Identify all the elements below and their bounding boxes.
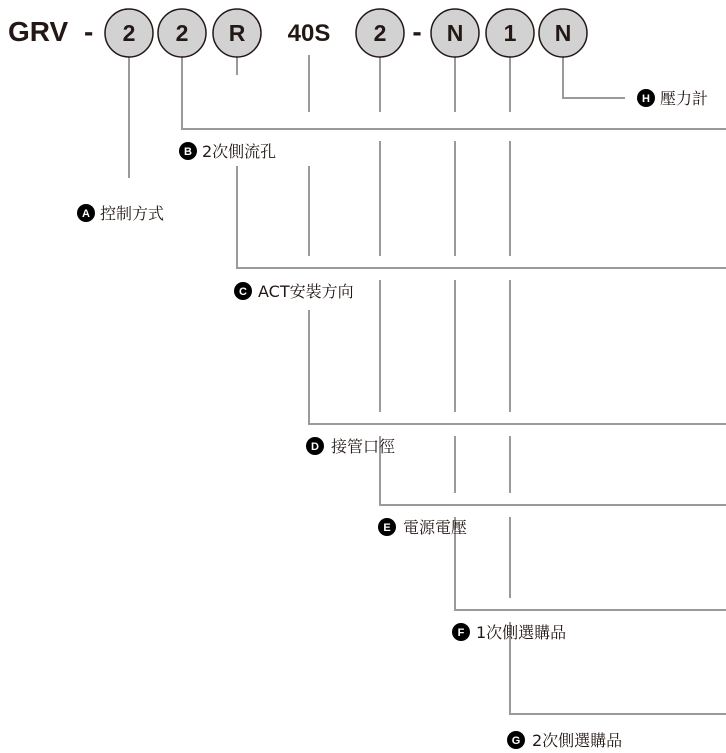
marker-letter: H bbox=[642, 93, 650, 105]
legend-label-d bbox=[306, 437, 395, 456]
code-segment-size: 40S bbox=[287, 20, 331, 47]
connector-e-bottom bbox=[380, 436, 726, 505]
legend-label-g bbox=[507, 731, 622, 750]
legend-text: 壓力計 bbox=[660, 89, 709, 108]
connector-h bbox=[563, 55, 625, 98]
legend-text: 電源電壓 bbox=[403, 518, 468, 537]
code-segment: 2 bbox=[373, 20, 387, 46]
model-dash: - bbox=[84, 16, 94, 47]
legend-label-f bbox=[452, 623, 566, 642]
marker-letter: C bbox=[239, 286, 247, 298]
legend-text: 1次側選購品 bbox=[476, 623, 567, 642]
code-bubble-a bbox=[105, 9, 153, 57]
legend-text: ACT安裝方向 bbox=[258, 282, 354, 301]
model-code bbox=[8, 9, 587, 57]
legend-label-b bbox=[179, 142, 276, 161]
legend-label-e bbox=[378, 518, 467, 537]
code-bubble-c bbox=[213, 9, 261, 57]
code-bubble-h bbox=[539, 9, 587, 57]
marker-letter: A bbox=[82, 208, 90, 220]
code-segment: N bbox=[446, 20, 464, 46]
code-bubble-e bbox=[356, 9, 404, 57]
legend-label-h bbox=[637, 89, 708, 108]
legend-label-c bbox=[234, 282, 354, 301]
code-bubble-f bbox=[431, 9, 479, 57]
legend-label-a bbox=[77, 204, 164, 223]
code-bubble-b bbox=[158, 9, 206, 57]
code-segment: R bbox=[228, 20, 246, 46]
marker-letter: G bbox=[511, 735, 521, 747]
code-segment: 1 bbox=[503, 20, 517, 46]
marker-letter: B bbox=[184, 146, 192, 158]
code-segment: N bbox=[554, 20, 572, 46]
model-prefix: GRV bbox=[8, 16, 69, 47]
legend-text: 2次側選購品 bbox=[532, 731, 623, 750]
code-segment: 2 bbox=[175, 20, 189, 46]
connector-d-bottom bbox=[309, 310, 726, 424]
marker-letter: E bbox=[383, 522, 391, 534]
legend-text: 控制方式 bbox=[100, 204, 165, 223]
connector-c-lower bbox=[237, 166, 726, 268]
code-bubble-g bbox=[486, 9, 534, 57]
legend-text: 2次側流孔 bbox=[202, 142, 277, 161]
code-segment: 2 bbox=[122, 20, 136, 46]
marker-letter: D bbox=[311, 441, 319, 453]
marker-letter: F bbox=[457, 627, 465, 639]
legend-text: 接管口徑 bbox=[331, 437, 396, 456]
connector-f-bottom bbox=[455, 517, 726, 610]
code-dash: - bbox=[412, 16, 422, 47]
